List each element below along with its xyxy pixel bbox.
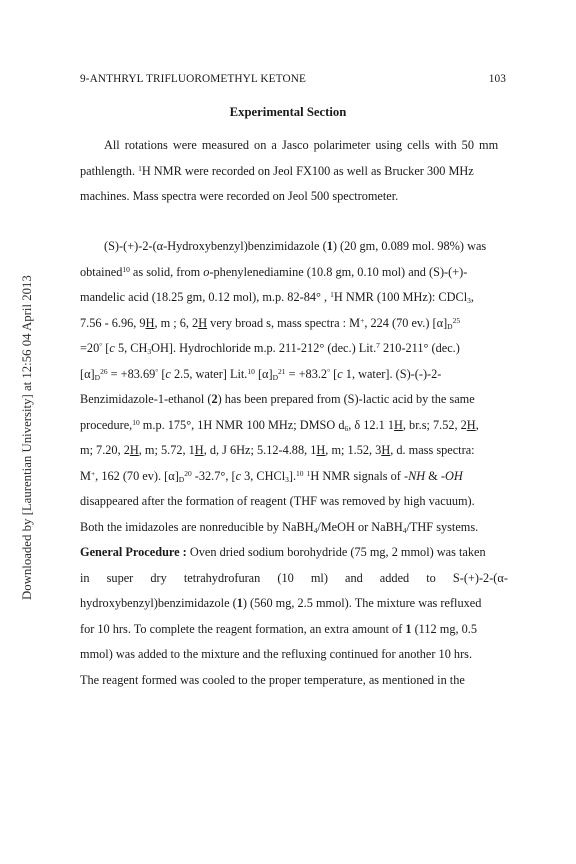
text-line: disappeared after the formation of reagent (THF was removed by high vacuum). bbox=[80, 494, 475, 508]
text-line: machines. Mass spectra were recorded on Jeol 500 spectrometer. bbox=[80, 189, 399, 203]
text-line: General Procedure : Oven dried sodium borohydride (75 mg, 2 mmol) was taken bbox=[80, 545, 486, 559]
text-line: M+, 162 (70 ev). $[\alpha]_D^{20}$ -32.7°, [c 3, CHCl$_3$].$^{10}$ $^1$H NMR signals of -NH & -OH bbox=[80, 468, 463, 484]
text-line: (S)-(+)-2-(α-Hydroxybenzyl)benzimidazole (1) (20 gm, 0.089 mol. 98%) was bbox=[104, 239, 487, 253]
text-line: The reagent formed was cooled to the proper temperature, as mentioned in the bbox=[80, 672, 465, 687]
page-number: 103 bbox=[488, 73, 506, 85]
text-line: hydroxybenzyl)benzimidazole (1) (560 mg, 2.5 mmol). The mixture was refluxed bbox=[80, 596, 482, 610]
section-title: Experimental Section bbox=[229, 105, 347, 119]
text-line: in super dry tetrahydrofuran (10 ml) and added to S-(+)-2-(α- bbox=[80, 570, 508, 585]
running-title: 9-ANTHRYL TRIFLUOROMETHYL KETONE bbox=[80, 73, 306, 85]
running-header bbox=[80, 73, 506, 85]
text-line: for 10 hrs. To complete the reagent formation, an extra amount of 1 (112 mg, 0.5 bbox=[80, 621, 477, 636]
text-line: Both the imidazoles are nonreducible by NaBH$_4$/MeOH or NaBH$_4$/THF systems. bbox=[80, 519, 479, 535]
download-watermark: Downloaded by [Laurentian University] at 12:56 04 April 2013 bbox=[20, 275, 34, 600]
text-line: =20° [c 5, $CH_3OH$]. Hydrochloride m.p. 211-212° (dec.) Lit.$^7$ 210-211° (dec.) bbox=[80, 341, 460, 356]
text-line: procedure,$^{10}$ m.p. 175°, 1H NMR 100 MHz; DMSO $d_6$, δ 12.1 1H, br.s; 7.52, 2H, bbox=[80, 417, 479, 433]
paragraph-instruments bbox=[80, 133, 506, 210]
text-line: pathlength. $^1$H NMR were recorded on Jeol FX100 as well as Brucker 300 MHz bbox=[80, 163, 474, 178]
paragraph-general-procedure bbox=[80, 540, 506, 693]
text-line: mandelic acid (18.25 gm, 0.12 mol), m.p. 82-84° , $^1$H NMR (100 MHz): CDCl$_3$, bbox=[80, 290, 474, 305]
text-line: m; 7.20, 2H, m; 5.72, 1H, d, J 6Hz; 5.12-4.88, 1H, m; 1.52, 3H, d. mass spectra: bbox=[80, 443, 475, 457]
text-line: 7.56 - 6.96, 9H, m ; 6, 2H very broad s, mass spectra : M+, 224 (70 ev.) $[\alpha]_D^{25}$ bbox=[80, 315, 461, 331]
text-line: Benzimidazole-1-ethanol (2) has been prepared from (S)-lactic acid by the same bbox=[80, 392, 475, 406]
text-line: All rotations were measured on a Jasco polarimeter using cells with 50 mm bbox=[104, 138, 499, 152]
text-line: obtained$^{10}$ as solid, from o-phenylenediamine (10.8 gm, 0.10 mol) and (S)-(+)- bbox=[80, 264, 468, 279]
text-line: mmol) was added to the mixture and the refluxing continued for another 10 hrs. bbox=[80, 647, 473, 661]
text-line: $[\alpha]_D^{26} = +83.69^\circ$ [c 2.5, water] Lit.$^{10}$ $[\alpha]_D^{21} = +83.2^\circ$ [c 1, water]. (S)-(-)-2- bbox=[80, 366, 442, 382]
paragraph-compounds bbox=[80, 234, 506, 540]
